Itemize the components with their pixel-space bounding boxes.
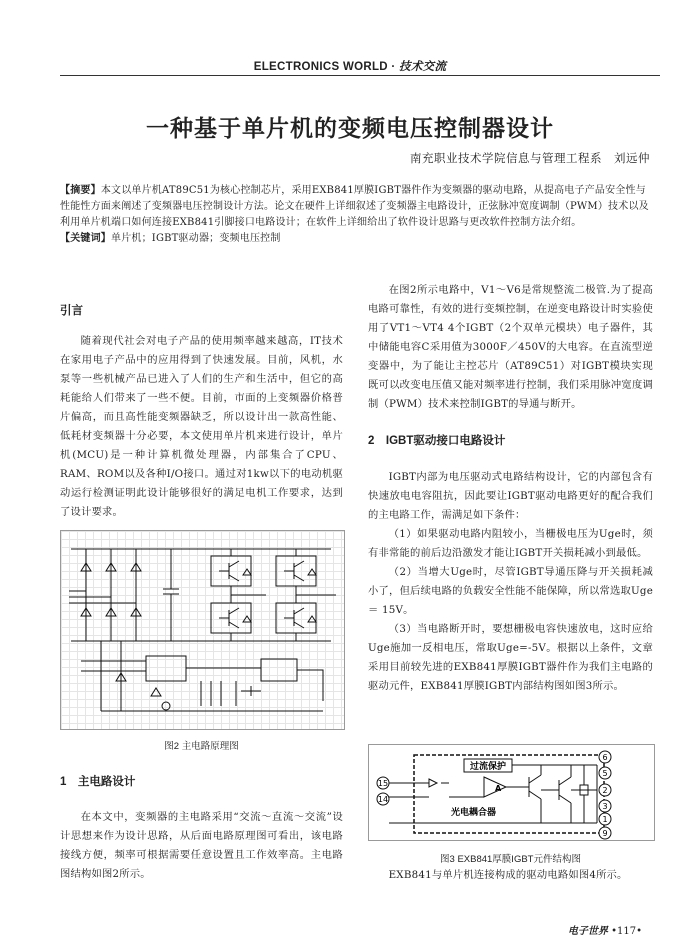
section-2-intro: IGBT内部为电压驱动式电路结构设计，它的内部包含有快速放电电容阻抗，因此要让IGBT驱动电路更好的配合我们的主电路工作，需满足如下条件：: [368, 471, 653, 521]
figure-2-caption: 图2 主电路原理图: [164, 741, 239, 752]
exb841-diagram: [369, 745, 654, 840]
pin-1: 1: [602, 815, 608, 824]
page-number: •117•: [611, 926, 642, 937]
pin-5: 5: [602, 769, 608, 778]
opto-label: 光电耦合器: [451, 808, 497, 818]
figure-2-circuit: [60, 530, 345, 730]
pin-6: 6: [602, 753, 608, 762]
condition-1: （1）如果驱动电路内阻较小，当栅极电压为Uge时，须有非常能的前后边沿激发才能让IGBT开关损耗减小到最低。: [368, 528, 653, 559]
figure-3-caption: 图3 EXB841厚膜IGBT元件结构图: [440, 854, 581, 865]
right-paragraph-1: [368, 281, 653, 414]
section-name: 技术交流: [399, 61, 447, 73]
footer-brand: 电子世界: [567, 926, 608, 937]
pin-9: 9: [602, 829, 608, 838]
head-separator: ·: [391, 61, 396, 73]
pin-3: 3: [602, 802, 608, 811]
pin-15: 15: [377, 779, 389, 788]
journal-name: ELECTRONICS WORLD: [253, 61, 388, 73]
fig4-reference-text: EXB841与单片机连接构成的驱动电路如图4所示。: [388, 869, 628, 881]
head-rule: [60, 75, 660, 76]
pin-2: 2: [602, 786, 608, 795]
abstract-text: 本文以单片机AT89C51为核心控制芯片，采用EXB841厚膜IGBT器件作为变频器的驱动电路，从提高电子产品安全性与性能性方面来阐述了变频器电压控制设计方法。论文在硬件上详细叙述了变频器主电路设计，正弦脉冲宽度调制（PWM）技术以及利用单片机端口如何连接EXB841引脚接口电路设计；在软件上详细给出了软件设计思路与更改软件控制方法介绍。: [60, 185, 649, 228]
overcurrent-label: 过流保护: [469, 762, 507, 772]
abstract: [60, 183, 655, 247]
keywords-label: 【关键词】: [60, 233, 111, 244]
intro-text: 随着现代社会对电子产品的使用频率越来越高，IT技术在家用电子产品中的应用得到了快速发展。目前，风机，水泵等一些机械产品已进入了人们的生产和生活中，但它的高耗能给人们带来了一些不便。目前，市面的上变频器价格普片偏高，而且高性能变频器缺乏，所以设计出一款高性能、低耗材变频器十分必要，本文使用单片机来进行设计，单片机(MCU)是一种计算机微处理器，内部集合了CPU、RAM、ROM以及各种I/O接口。通过对1kw以下的电动机驱动运行检测证明此设计能够很好的满足电机工作要求，达到了设计要求。: [60, 335, 343, 518]
section-1-text: 在本文中，变频器的主电路采用“交流～直流～交流”设计思想来作为设计思路，从后面电路原理图可看出，该电路接线方便，频率可根据需要任意设置且工作效率高。主电路图结构如图2所示。: [60, 811, 343, 880]
section-2-body: [368, 468, 653, 696]
section-1-paragraph: [60, 808, 343, 884]
running-head: [0, 58, 700, 74]
fig2-explanation-text: 在图2所示电路中，V1～V6是常规整流二极管.为了提高电路可靠性，有效的进行变频控制，在逆变电路设计时实验使用了VT1～VT4 4个IGBT（2个双单元模块）电子器件，其中储能电容C采用值为3000F／450V的大电容。在直流型逆变器中，为了能让主控芯片（AT89C51）对IGBT模块实现既可以改变电压值又能对频率进行控制，我们采用脉冲宽度调制（PWM）技术来控制IGBT的导通与断开。: [368, 284, 653, 410]
author-line: 南充职业技术学院信息与管理工程系 刘远仲: [410, 151, 650, 165]
intro-paragraph: [60, 332, 343, 522]
page-footer: [568, 922, 642, 937]
figure-3-block-diagram: [368, 744, 655, 841]
amp-label: A: [495, 784, 502, 793]
pin-14: 14: [377, 795, 389, 804]
section-2-heading: 2 IGBT驱动接口电路设计: [368, 435, 506, 447]
intro-heading: 引言: [60, 305, 83, 317]
right-last-paragraph: [368, 866, 653, 885]
condition-2: （2）当增大Uge时，尽管IGBT导通压降与开关损耗减小了，但后续电路的负载安全性能不能保障，所以常选取Uge ＝ 15V。: [368, 566, 653, 616]
keywords-text: 单片机；IGBT驱动器；变频电压控制: [111, 233, 281, 244]
main-circuit-diagram: [61, 531, 344, 729]
condition-3: （3）当电路断开时，要想栅极电容快速放电，这时应给Uge施加一反相电压，常取Uge=-5V。根据以上条件，文章采用目前较先进的EXB841厚膜IGBT器件作为我们主电路的驱动元件，EXB841厚膜IGBT内部结构图如图3所示。: [368, 623, 653, 692]
section-1-heading: 1 主电路设计: [60, 776, 136, 788]
paper-title: 一种基于单片机的变频电压控制器设计: [146, 116, 554, 142]
abstract-label: 【摘要】: [60, 185, 101, 196]
